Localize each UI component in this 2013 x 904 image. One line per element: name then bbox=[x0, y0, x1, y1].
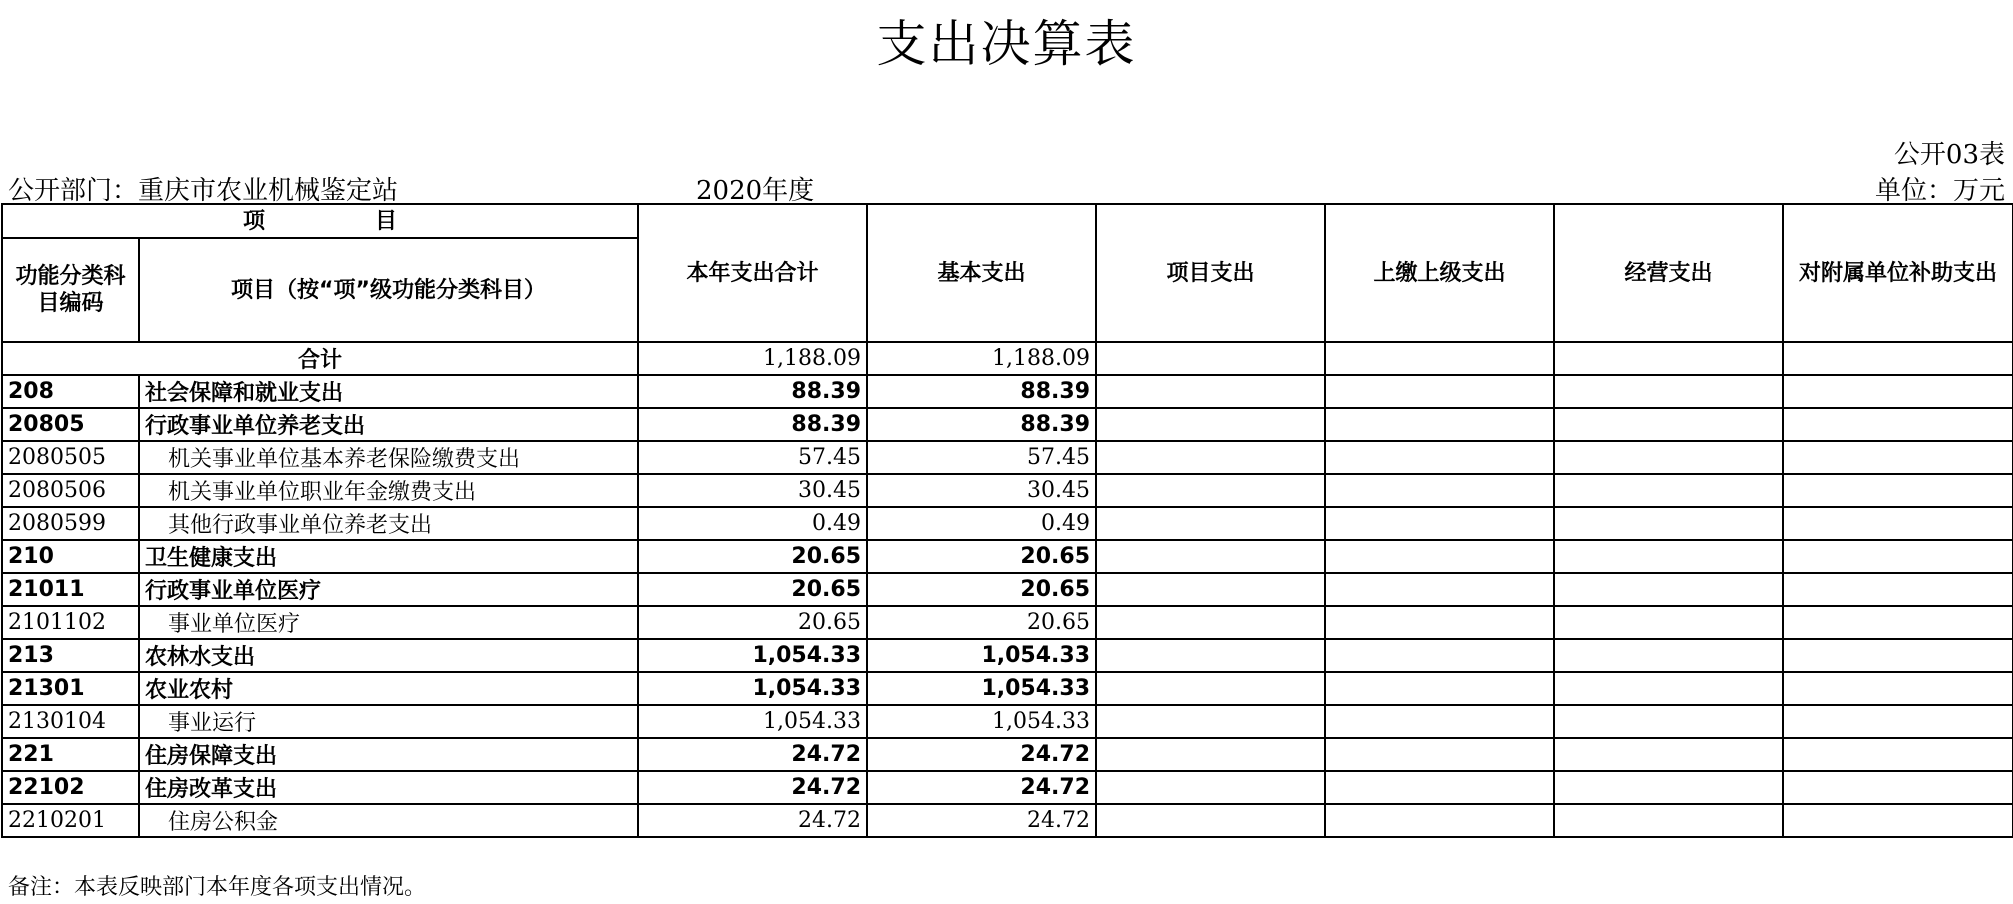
row-basic: 24.72 bbox=[867, 771, 1096, 804]
row-project bbox=[1096, 705, 1325, 738]
row-project bbox=[1096, 639, 1325, 672]
header-total: 本年支出合计 bbox=[638, 204, 867, 342]
total-operating bbox=[1554, 342, 1783, 375]
row-remit bbox=[1325, 639, 1554, 672]
row-name: 农业农村 bbox=[139, 672, 638, 705]
total-remit bbox=[1325, 342, 1554, 375]
row-name: 事业单位医疗 bbox=[139, 606, 638, 639]
row-total: 20.65 bbox=[638, 540, 867, 573]
row-subsidy bbox=[1783, 804, 2013, 837]
total-basic: 1,188.09 bbox=[867, 342, 1096, 375]
row-operating bbox=[1554, 738, 1783, 771]
table-row bbox=[2, 573, 2013, 606]
row-name: 住房公积金 bbox=[139, 804, 638, 837]
row-name: 行政事业单位养老支出 bbox=[139, 408, 638, 441]
table-row bbox=[2, 804, 2013, 837]
row-operating bbox=[1554, 672, 1783, 705]
row-project bbox=[1096, 573, 1325, 606]
row-operating bbox=[1554, 540, 1783, 573]
row-basic: 20.65 bbox=[867, 573, 1096, 606]
row-project bbox=[1096, 474, 1325, 507]
row-remit bbox=[1325, 606, 1554, 639]
header-item-group: 项 目 bbox=[2, 204, 638, 238]
row-subsidy bbox=[1783, 771, 2013, 804]
row-total: 30.45 bbox=[638, 474, 867, 507]
table-row bbox=[2, 441, 2013, 474]
row-subsidy bbox=[1783, 375, 2013, 408]
row-basic: 1,054.33 bbox=[867, 672, 1096, 705]
row-name: 农林水支出 bbox=[139, 639, 638, 672]
total-project bbox=[1096, 342, 1325, 375]
row-project bbox=[1096, 804, 1325, 837]
row-project bbox=[1096, 606, 1325, 639]
expenditure-table bbox=[1, 203, 2013, 838]
row-basic: 30.45 bbox=[867, 474, 1096, 507]
total-row bbox=[2, 342, 2013, 375]
row-name: 机关事业单位基本养老保险缴费支出 bbox=[139, 441, 638, 474]
row-basic: 88.39 bbox=[867, 375, 1096, 408]
header-operating: 经营支出 bbox=[1554, 204, 1783, 342]
row-basic: 1,054.33 bbox=[867, 639, 1096, 672]
table-row bbox=[2, 738, 2013, 771]
row-remit bbox=[1325, 771, 1554, 804]
department-label: 公开部门：重庆市农业机械鉴定站 bbox=[8, 176, 399, 206]
header-name: 项目（按“项”级功能分类科目） bbox=[139, 238, 638, 342]
row-project bbox=[1096, 507, 1325, 540]
row-operating bbox=[1554, 705, 1783, 738]
table-row bbox=[2, 639, 2013, 672]
row-remit bbox=[1325, 507, 1554, 540]
row-code: 221 bbox=[2, 738, 139, 771]
row-remit bbox=[1325, 408, 1554, 441]
page-title: 支出决算表 bbox=[876, 15, 1137, 73]
row-name: 住房保障支出 bbox=[139, 738, 638, 771]
row-project bbox=[1096, 375, 1325, 408]
row-code: 2080506 bbox=[2, 474, 139, 507]
row-code: 21011 bbox=[2, 573, 139, 606]
header-code: 功能分类科目编码 bbox=[2, 238, 139, 342]
row-basic: 24.72 bbox=[867, 804, 1096, 837]
row-subsidy bbox=[1783, 507, 2013, 540]
row-total: 88.39 bbox=[638, 408, 867, 441]
row-project bbox=[1096, 441, 1325, 474]
row-total: 1,054.33 bbox=[638, 672, 867, 705]
row-basic: 24.72 bbox=[867, 738, 1096, 771]
row-operating bbox=[1554, 639, 1783, 672]
row-name: 行政事业单位医疗 bbox=[139, 573, 638, 606]
row-subsidy bbox=[1783, 408, 2013, 441]
row-code: 2101102 bbox=[2, 606, 139, 639]
row-project bbox=[1096, 738, 1325, 771]
row-name: 住房改革支出 bbox=[139, 771, 638, 804]
table-row bbox=[2, 771, 2013, 804]
row-total: 24.72 bbox=[638, 771, 867, 804]
row-operating bbox=[1554, 606, 1783, 639]
row-subsidy bbox=[1783, 705, 2013, 738]
table-row bbox=[2, 507, 2013, 540]
row-total: 1,054.33 bbox=[638, 639, 867, 672]
row-operating bbox=[1554, 441, 1783, 474]
row-basic: 0.49 bbox=[867, 507, 1096, 540]
row-operating bbox=[1554, 804, 1783, 837]
row-subsidy bbox=[1783, 540, 2013, 573]
row-operating bbox=[1554, 408, 1783, 441]
row-code: 2130104 bbox=[2, 705, 139, 738]
row-subsidy bbox=[1783, 474, 2013, 507]
header-subsidy: 对附属单位补助支出 bbox=[1783, 204, 2013, 342]
row-basic: 1,054.33 bbox=[867, 705, 1096, 738]
row-remit bbox=[1325, 705, 1554, 738]
row-project bbox=[1096, 540, 1325, 573]
row-remit bbox=[1325, 441, 1554, 474]
row-name: 卫生健康支出 bbox=[139, 540, 638, 573]
header-remit: 上缴上级支出 bbox=[1325, 204, 1554, 342]
row-total: 24.72 bbox=[638, 738, 867, 771]
row-code: 20805 bbox=[2, 408, 139, 441]
row-operating bbox=[1554, 507, 1783, 540]
row-remit bbox=[1325, 573, 1554, 606]
header-basic: 基本支出 bbox=[867, 204, 1096, 342]
row-project bbox=[1096, 408, 1325, 441]
row-remit bbox=[1325, 804, 1554, 837]
row-total: 24.72 bbox=[638, 804, 867, 837]
row-total: 57.45 bbox=[638, 441, 867, 474]
table-row bbox=[2, 606, 2013, 639]
row-remit bbox=[1325, 375, 1554, 408]
row-remit bbox=[1325, 474, 1554, 507]
table-row bbox=[2, 375, 2013, 408]
row-code: 2080505 bbox=[2, 441, 139, 474]
row-remit bbox=[1325, 738, 1554, 771]
row-project bbox=[1096, 672, 1325, 705]
row-basic: 88.39 bbox=[867, 408, 1096, 441]
total-subsidy bbox=[1783, 342, 2013, 375]
row-operating bbox=[1554, 573, 1783, 606]
row-subsidy bbox=[1783, 738, 2013, 771]
row-project bbox=[1096, 771, 1325, 804]
row-operating bbox=[1554, 375, 1783, 408]
row-total: 88.39 bbox=[638, 375, 867, 408]
row-subsidy bbox=[1783, 573, 2013, 606]
row-code: 213 bbox=[2, 639, 139, 672]
row-subsidy bbox=[1783, 639, 2013, 672]
footnote: 备注：本表反映部门本年度各项支出情况。 bbox=[8, 875, 427, 900]
row-code: 21301 bbox=[2, 672, 139, 705]
row-remit bbox=[1325, 540, 1554, 573]
row-remit bbox=[1325, 672, 1554, 705]
row-code: 22102 bbox=[2, 771, 139, 804]
row-total: 20.65 bbox=[638, 573, 867, 606]
table-row bbox=[2, 705, 2013, 738]
table-row bbox=[2, 408, 2013, 441]
total-sum: 1,188.09 bbox=[638, 342, 867, 375]
row-subsidy bbox=[1783, 672, 2013, 705]
row-name: 机关事业单位职业年金缴费支出 bbox=[139, 474, 638, 507]
row-code: 210 bbox=[2, 540, 139, 573]
fiscal-year: 2020年度 bbox=[696, 176, 815, 206]
form-number: 公开03表 bbox=[1893, 140, 2005, 170]
row-name: 社会保障和就业支出 bbox=[139, 375, 638, 408]
table-row bbox=[2, 474, 2013, 507]
row-total: 20.65 bbox=[638, 606, 867, 639]
total-label: 合计 bbox=[2, 342, 638, 375]
row-code: 2080599 bbox=[2, 507, 139, 540]
row-operating bbox=[1554, 474, 1783, 507]
row-operating bbox=[1554, 771, 1783, 804]
row-basic: 20.65 bbox=[867, 606, 1096, 639]
row-basic: 57.45 bbox=[867, 441, 1096, 474]
row-subsidy bbox=[1783, 606, 2013, 639]
table-row bbox=[2, 672, 2013, 705]
row-code: 208 bbox=[2, 375, 139, 408]
unit-label: 单位：万元 bbox=[1874, 176, 2005, 206]
header-project: 项目支出 bbox=[1096, 204, 1325, 342]
row-name: 其他行政事业单位养老支出 bbox=[139, 507, 638, 540]
row-basic: 20.65 bbox=[867, 540, 1096, 573]
row-subsidy bbox=[1783, 441, 2013, 474]
row-total: 1,054.33 bbox=[638, 705, 867, 738]
table-row bbox=[2, 540, 2013, 573]
row-code: 2210201 bbox=[2, 804, 139, 837]
row-name: 事业运行 bbox=[139, 705, 638, 738]
row-total: 0.49 bbox=[638, 507, 867, 540]
